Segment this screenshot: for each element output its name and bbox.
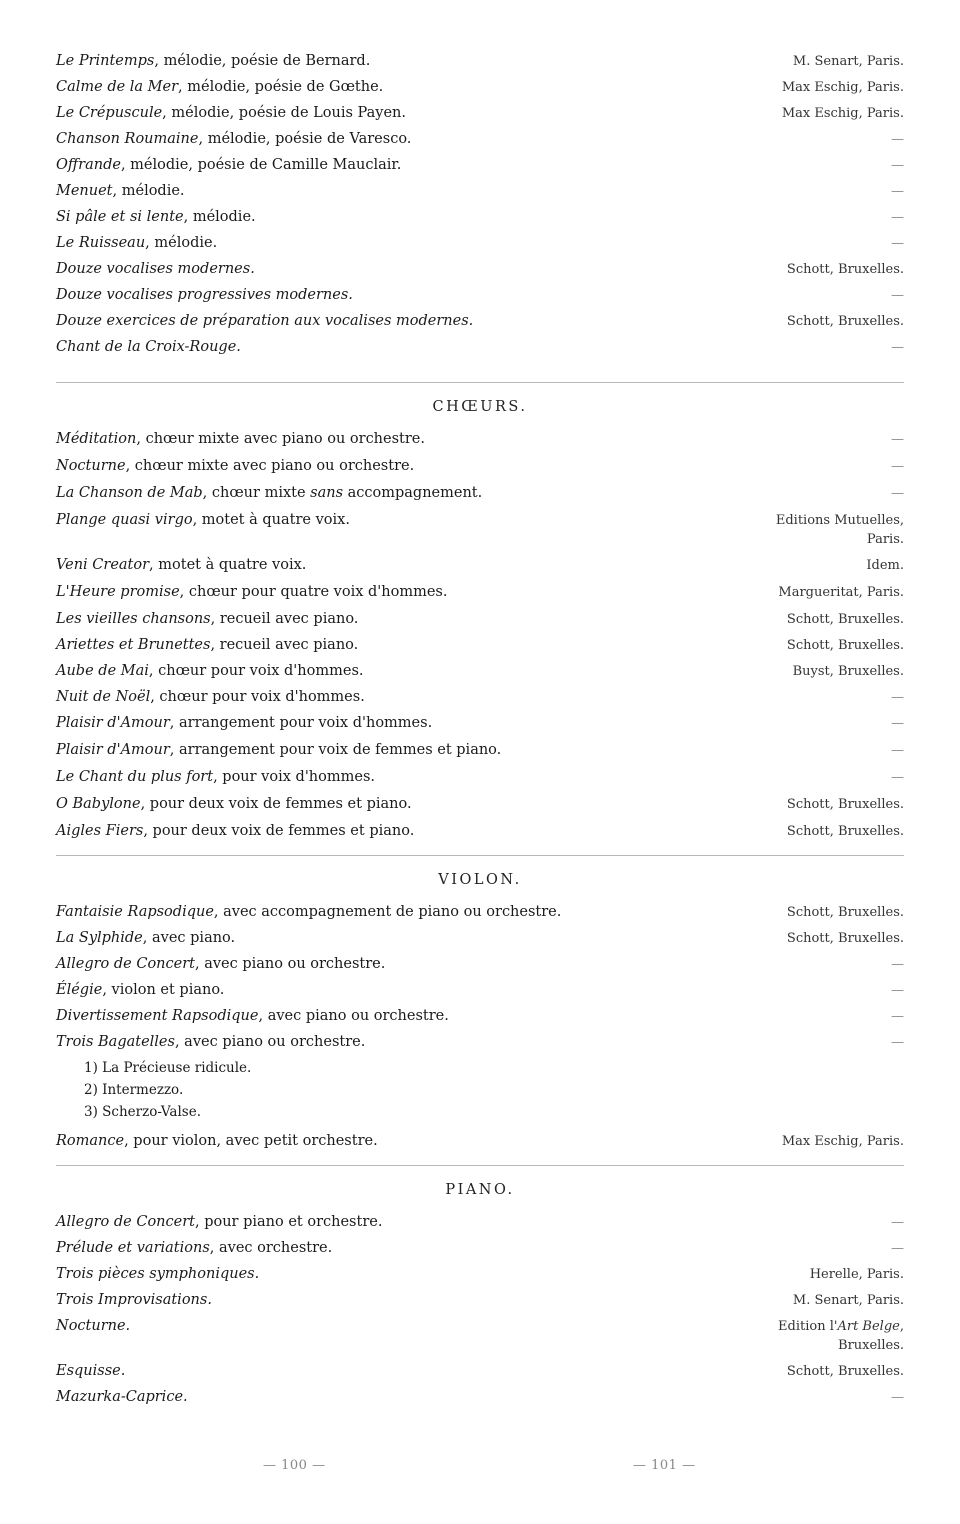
publisher: Schott, Bruxelles. bbox=[786, 824, 904, 839]
list-item: Divertissement Rapsodique, avec piano ou orchestre. — bbox=[56, 1008, 904, 1024]
list-item: Nuit de Noël, chœur pour voix d'hommes. — bbox=[56, 689, 904, 705]
list-item: Chanson Roumaine, mélodie, poésie de Varesco. — bbox=[56, 131, 904, 147]
list-item: La Sylphide, avec piano. Schott, Bruxelles. bbox=[56, 930, 904, 946]
list-item: Prélude et variations, avec orchestre. — bbox=[56, 1240, 904, 1256]
publisher: M. Senart, Paris. bbox=[792, 1293, 904, 1308]
sub-item: 1) La Précieuse ridicule. bbox=[84, 1060, 252, 1076]
publisher: — bbox=[891, 770, 904, 785]
publisher: — bbox=[891, 957, 904, 972]
list-item: Plaisir d'Amour, arrangement pour voix d'hommes. — bbox=[56, 715, 904, 731]
list-item: Romance, pour violon, avec petit orchestre. Max Eschig, Paris. bbox=[56, 1133, 904, 1149]
section-heading-violon: VIOLON. bbox=[438, 872, 522, 888]
publisher: Max Eschig, Paris. bbox=[781, 1134, 904, 1149]
publisher: — bbox=[891, 236, 904, 251]
publisher: — bbox=[891, 288, 904, 303]
melodies-list bbox=[56, 52, 904, 364]
publisher: — bbox=[891, 432, 904, 447]
list-item: Calme de la Mer, mélodie, poésie de Gœthe. Max Eschig, Paris. bbox=[56, 79, 904, 95]
list-item: Douze vocalises modernes. Schott, Bruxelles. bbox=[56, 261, 904, 277]
publisher: Margueritat, Paris. bbox=[778, 585, 904, 600]
list-item: Plange quasi virgo, motet à quatre voix. Editions Mutuelles, Paris. bbox=[56, 512, 904, 547]
list-item: Le Crépuscule, mélodie, poésie de Louis Payen. Max Eschig, Paris. bbox=[56, 105, 904, 121]
piano-list bbox=[56, 1213, 904, 1414]
section-heading-piano: PIANO. bbox=[445, 1182, 515, 1198]
publisher: Edition l'Art Belge, Bruxelles. bbox=[778, 1319, 904, 1353]
sub-item: 3) Scherzo-Valse. bbox=[84, 1104, 201, 1120]
sub-item: 2) Intermezzo. bbox=[84, 1082, 184, 1098]
publisher: — bbox=[891, 210, 904, 225]
list-item: Trois Bagatelles, avec piano ou orchestre. — bbox=[56, 1034, 904, 1050]
publisher: Schott, Bruxelles. bbox=[786, 797, 904, 812]
publisher: — bbox=[891, 983, 904, 998]
list-item: Chant de la Croix-Rouge. — bbox=[56, 339, 904, 355]
publisher: — bbox=[891, 340, 904, 355]
publisher: Schott, Bruxelles. bbox=[786, 314, 904, 329]
list-item: Nocturne, chœur mixte avec piano ou orchestre. — bbox=[56, 458, 904, 474]
publisher: Schott, Bruxelles. bbox=[786, 931, 904, 946]
publisher: Schott, Bruxelles. bbox=[786, 638, 904, 653]
publisher: — bbox=[891, 743, 904, 758]
list-item: Douze vocalises progressives modernes. — bbox=[56, 287, 904, 303]
list-item: Plaisir d'Amour, arrangement pour voix de femmes et piano. — bbox=[56, 742, 904, 758]
publisher: Schott, Bruxelles. bbox=[786, 1364, 904, 1379]
list-item: Ariettes et Brunettes, recueil avec piano. Schott, Bruxelles. bbox=[56, 637, 904, 653]
list-item: Méditation, chœur mixte avec piano ou orchestre. — bbox=[56, 431, 904, 447]
list-item: Nocturne. Edition l'Art Belge, Bruxelles. bbox=[56, 1318, 904, 1353]
list-item: Esquisse. Schott, Bruxelles. bbox=[56, 1363, 904, 1379]
publisher: — bbox=[891, 1035, 904, 1050]
publisher: — bbox=[891, 486, 904, 501]
list-item: Aube de Mai, chœur pour voix d'hommes. Buyst, Bruxelles. bbox=[56, 663, 904, 679]
publisher: Schott, Bruxelles. bbox=[786, 612, 904, 627]
page-number-left: — 100 — bbox=[263, 1458, 326, 1473]
publisher: — bbox=[891, 158, 904, 173]
publisher: Editions Mutuelles, Paris. bbox=[775, 513, 904, 547]
publisher: Max Eschig, Paris. bbox=[781, 106, 904, 121]
list-item: Les vieilles chansons, recueil avec piano. Schott, Bruxelles. bbox=[56, 611, 904, 627]
list-item: Allegro de Concert, pour piano et orchestre. — bbox=[56, 1214, 904, 1230]
publisher: — bbox=[891, 459, 904, 474]
list-item: Trois pièces symphoniques. Herelle, Paris. bbox=[56, 1266, 904, 1282]
section-heading-choeurs: CHŒURS. bbox=[432, 399, 528, 415]
list-item: Mazurka-Caprice. — bbox=[56, 1389, 904, 1405]
catalogue-page bbox=[56, 52, 904, 1414]
list-item: Fantaisie Rapsodique, avec accompagnement de piano ou orchestre. Schott, Bruxelles. bbox=[56, 904, 904, 920]
list-item: Le Chant du plus fort, pour voix d'hommes. — bbox=[56, 769, 904, 785]
list-item: Allegro de Concert, avec piano ou orchestre. — bbox=[56, 956, 904, 972]
publisher: — bbox=[891, 716, 904, 731]
publisher: Herelle, Paris. bbox=[809, 1267, 904, 1282]
publisher: — bbox=[891, 1215, 904, 1230]
publisher: — bbox=[891, 132, 904, 147]
list-item: Aigles Fiers, pour deux voix de femmes et piano. Schott, Bruxelles. bbox=[56, 823, 904, 839]
publisher: Schott, Bruxelles. bbox=[786, 262, 904, 277]
page-number-right: — 101 — bbox=[633, 1458, 696, 1473]
publisher: Schott, Bruxelles. bbox=[786, 905, 904, 920]
publisher: Idem. bbox=[866, 558, 904, 573]
publisher: Buyst, Bruxelles. bbox=[792, 664, 904, 679]
publisher: Max Eschig, Paris. bbox=[781, 80, 904, 95]
list-item: La Chanson de Mab, chœur mixte sans accompagnement. — bbox=[56, 485, 904, 501]
list-item: L'Heure promise, chœur pour quatre voix d'hommes. Margueritat, Paris. bbox=[56, 584, 904, 600]
publisher: M. Senart, Paris. bbox=[792, 54, 904, 69]
list-item: Si pâle et si lente, mélodie. — bbox=[56, 209, 904, 225]
list-item: Élégie, violon et piano. — bbox=[56, 982, 904, 998]
publisher: — bbox=[891, 1390, 904, 1405]
list-item: Offrande, mélodie, poésie de Camille Mauclair. — bbox=[56, 157, 904, 173]
choeurs-list bbox=[56, 430, 904, 849]
publisher: — bbox=[891, 690, 904, 705]
list-item: Douze exercices de préparation aux vocalises modernes. Schott, Bruxelles. bbox=[56, 313, 904, 329]
list-item: O Babylone, pour deux voix de femmes et piano. Schott, Bruxelles. bbox=[56, 796, 904, 812]
publisher: — bbox=[891, 1241, 904, 1256]
publisher: — bbox=[891, 1009, 904, 1024]
list-item: Veni Creator, motet à quatre voix. Idem. bbox=[56, 557, 904, 573]
list-item: Trois Improvisations. M. Senart, Paris. bbox=[56, 1292, 904, 1308]
list-item: Menuet, mélodie. — bbox=[56, 183, 904, 199]
violon-list bbox=[56, 903, 904, 1158]
list-item: Le Ruisseau, mélodie. — bbox=[56, 235, 904, 251]
publisher: — bbox=[891, 184, 904, 199]
list-item: Le Printemps, mélodie, poésie de Bernard. M. Senart, Paris. bbox=[56, 53, 904, 69]
